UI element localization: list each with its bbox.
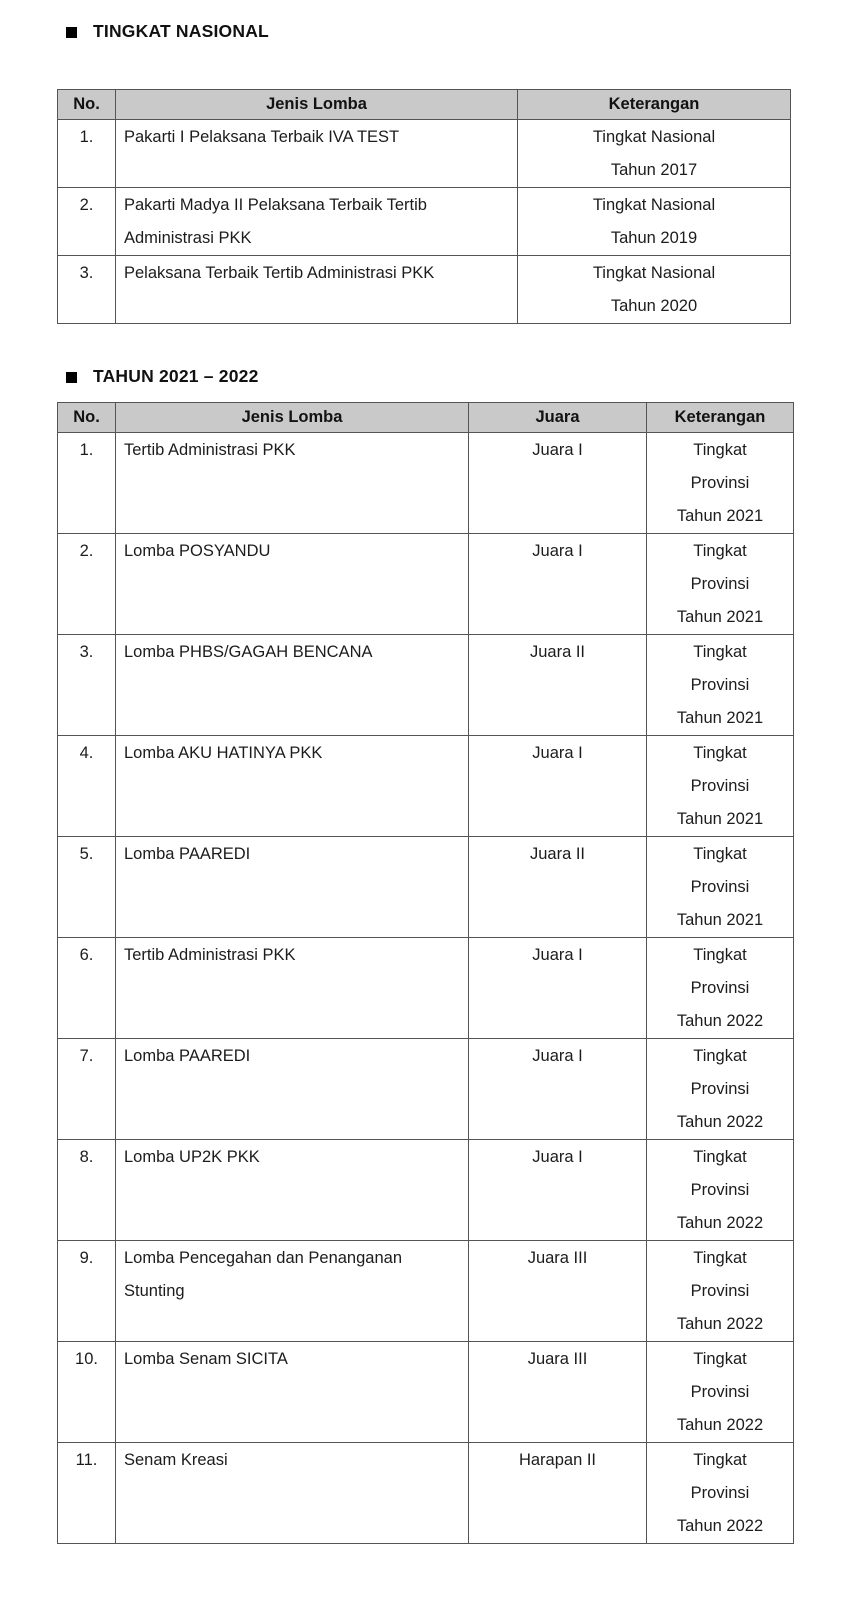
table-row xyxy=(58,433,794,534)
juara-cell: Juara II xyxy=(469,837,647,938)
jenis-lomba-cell: Lomba Senam SICITA xyxy=(116,1342,469,1443)
table-row xyxy=(58,188,791,256)
no-cell: 2. xyxy=(58,534,116,635)
cell-line: Tingkat xyxy=(693,1148,747,1166)
cell-line: Tahun 2019 xyxy=(610,229,698,247)
keterangan-cell xyxy=(518,256,791,324)
jenis-lomba-cell: Lomba PAAREDI xyxy=(116,837,469,938)
no-cell: 6. xyxy=(58,938,116,1039)
cell-line: Tahun 2021 xyxy=(676,911,764,929)
cell-line: Tahun 2022 xyxy=(676,1315,764,1333)
square-bullet-icon xyxy=(66,27,77,38)
no-cell: 1. xyxy=(58,433,116,534)
cell-line: Tahun 2021 xyxy=(676,810,764,828)
keterangan-cell xyxy=(518,120,791,188)
table-header-row xyxy=(58,403,794,433)
cell-line: Tahun 2022 xyxy=(676,1012,764,1030)
cell-line: Tingkat Nasional xyxy=(592,128,716,146)
juara-cell: Juara II xyxy=(469,635,647,736)
juara-cell: Juara III xyxy=(469,1342,647,1443)
cell-line: Tingkat Nasional xyxy=(592,264,716,282)
keterangan-cell xyxy=(647,1241,794,1342)
col-header-jenis-lomba: Jenis Lomba xyxy=(116,403,469,433)
table-row xyxy=(58,1342,794,1443)
cell-line: Tingkat Nasional xyxy=(592,196,716,214)
juara-cell: Juara III xyxy=(469,1241,647,1342)
table-row xyxy=(58,837,794,938)
juara-cell: Juara I xyxy=(469,433,647,534)
table-row xyxy=(58,1140,794,1241)
cell-line: Provinsi xyxy=(690,575,750,593)
cell-line: Tahun 2022 xyxy=(676,1517,764,1535)
cell-line: Tahun 2021 xyxy=(676,709,764,727)
spacer xyxy=(0,324,852,366)
table-row xyxy=(58,1443,794,1544)
cell-line: Provinsi xyxy=(690,777,750,795)
cell-line: Tingkat xyxy=(693,1451,747,1469)
keterangan-cell xyxy=(647,534,794,635)
keterangan-cell xyxy=(647,1039,794,1140)
juara-cell: Juara I xyxy=(469,736,647,837)
no-cell: 3. xyxy=(58,256,116,324)
cell-line: Tingkat xyxy=(693,946,747,964)
no-cell: 8. xyxy=(58,1140,116,1241)
cell-line: Tingkat xyxy=(693,744,747,762)
juara-cell: Juara I xyxy=(469,1039,647,1140)
tahun-2021-2022-table xyxy=(57,402,794,1544)
no-cell: 5. xyxy=(58,837,116,938)
jenis-lomba-cell: Lomba UP2K PKK xyxy=(116,1140,469,1241)
table-row xyxy=(58,1241,794,1342)
table-row xyxy=(58,534,794,635)
no-cell: 10. xyxy=(58,1342,116,1443)
section-title-tingkat-nasional: TINGKAT NASIONAL xyxy=(93,21,269,41)
cell-line: Tahun 2020 xyxy=(610,297,698,315)
col-header-keterangan: Keterangan xyxy=(647,403,794,433)
square-bullet-icon xyxy=(66,372,77,383)
keterangan-cell xyxy=(647,938,794,1039)
no-cell: 3. xyxy=(58,635,116,736)
cell-line: Tahun 2021 xyxy=(676,608,764,626)
cell-line: Tingkat xyxy=(693,845,747,863)
keterangan-cell xyxy=(647,837,794,938)
jenis-lomba-cell: Lomba AKU HATINYA PKK xyxy=(116,736,469,837)
keterangan-cell xyxy=(647,635,794,736)
juara-cell: Juara I xyxy=(469,1140,647,1241)
keterangan-cell xyxy=(647,1443,794,1544)
jenis-lomba-cell: Pelaksana Terbaik Tertib Administrasi PKK xyxy=(116,256,518,324)
jenis-lomba-cell: Lomba PAAREDI xyxy=(116,1039,469,1140)
cell-line: Tingkat xyxy=(693,1350,747,1368)
tahun-2021-2022-table-body xyxy=(58,433,794,1544)
cell-line: Tingkat xyxy=(693,441,747,459)
keterangan-cell xyxy=(647,433,794,534)
cell-line: Tahun 2022 xyxy=(676,1416,764,1434)
no-cell: 1. xyxy=(58,120,116,188)
jenis-lomba-cell: Tertib Administrasi PKK xyxy=(116,938,469,1039)
cell-line: Tahun 2022 xyxy=(676,1113,764,1131)
cell-line: Tingkat xyxy=(693,1249,747,1267)
no-cell: 4. xyxy=(58,736,116,837)
cell-line: Tahun 2017 xyxy=(610,161,698,179)
jenis-lomba-cell: Lomba Pencegahan dan Penanganan Stunting xyxy=(116,1241,469,1342)
cell-line: Provinsi xyxy=(690,1181,750,1199)
no-cell: 11. xyxy=(58,1443,116,1544)
cell-line: Provinsi xyxy=(690,1383,750,1401)
keterangan-cell xyxy=(518,188,791,256)
cell-line: Provinsi xyxy=(690,676,750,694)
jenis-lomba-cell: Lomba POSYANDU xyxy=(116,534,469,635)
table-header-row xyxy=(58,90,791,120)
jenis-lomba-cell: Pakarti I Pelaksana Terbaik IVA TEST xyxy=(116,120,518,188)
cell-line: Tingkat xyxy=(693,1047,747,1065)
section-title-tahun-2021-2022: TAHUN 2021 – 2022 xyxy=(93,366,259,386)
jenis-lomba-cell: Pakarti Madya II Pelaksana Terbaik Tertib Administrasi PKK xyxy=(116,188,518,256)
table-row xyxy=(58,736,794,837)
juara-cell: Harapan II xyxy=(469,1443,647,1544)
no-cell: 9. xyxy=(58,1241,116,1342)
no-cell: 7. xyxy=(58,1039,116,1140)
tingkat-nasional-table-body xyxy=(58,120,791,324)
cell-line: Tahun 2021 xyxy=(676,507,764,525)
table-row xyxy=(58,120,791,188)
col-header-no: No. xyxy=(58,90,116,120)
col-header-no: No. xyxy=(58,403,116,433)
juara-cell: Juara I xyxy=(469,534,647,635)
section-heading-tingkat-nasional xyxy=(66,0,852,42)
spacer xyxy=(0,387,852,402)
jenis-lomba-cell: Tertib Administrasi PKK xyxy=(116,433,469,534)
section-heading-tahun-2021-2022 xyxy=(66,366,852,387)
cell-line: Provinsi xyxy=(690,979,750,997)
cell-line: Tingkat xyxy=(693,643,747,661)
keterangan-cell xyxy=(647,1140,794,1241)
spacer xyxy=(0,42,852,89)
cell-line: Provinsi xyxy=(690,1080,750,1098)
keterangan-cell xyxy=(647,736,794,837)
jenis-lomba-cell: Lomba PHBS/GAGAH BENCANA xyxy=(116,635,469,736)
cell-line: Tahun 2022 xyxy=(676,1214,764,1232)
jenis-lomba-cell: Senam Kreasi xyxy=(116,1443,469,1544)
col-header-keterangan: Keterangan xyxy=(518,90,791,120)
cell-line: Provinsi xyxy=(690,474,750,492)
cell-line: Provinsi xyxy=(690,1484,750,1502)
juara-cell: Juara I xyxy=(469,938,647,1039)
table-row xyxy=(58,1039,794,1140)
cell-line: Provinsi xyxy=(690,1282,750,1300)
cell-line: Tingkat xyxy=(693,542,747,560)
no-cell: 2. xyxy=(58,188,116,256)
table-row xyxy=(58,256,791,324)
col-header-juara: Juara xyxy=(469,403,647,433)
tingkat-nasional-table xyxy=(57,89,791,324)
table-row xyxy=(58,938,794,1039)
table-row xyxy=(58,635,794,736)
col-header-jenis-lomba: Jenis Lomba xyxy=(116,90,518,120)
cell-line: Provinsi xyxy=(690,878,750,896)
keterangan-cell xyxy=(647,1342,794,1443)
